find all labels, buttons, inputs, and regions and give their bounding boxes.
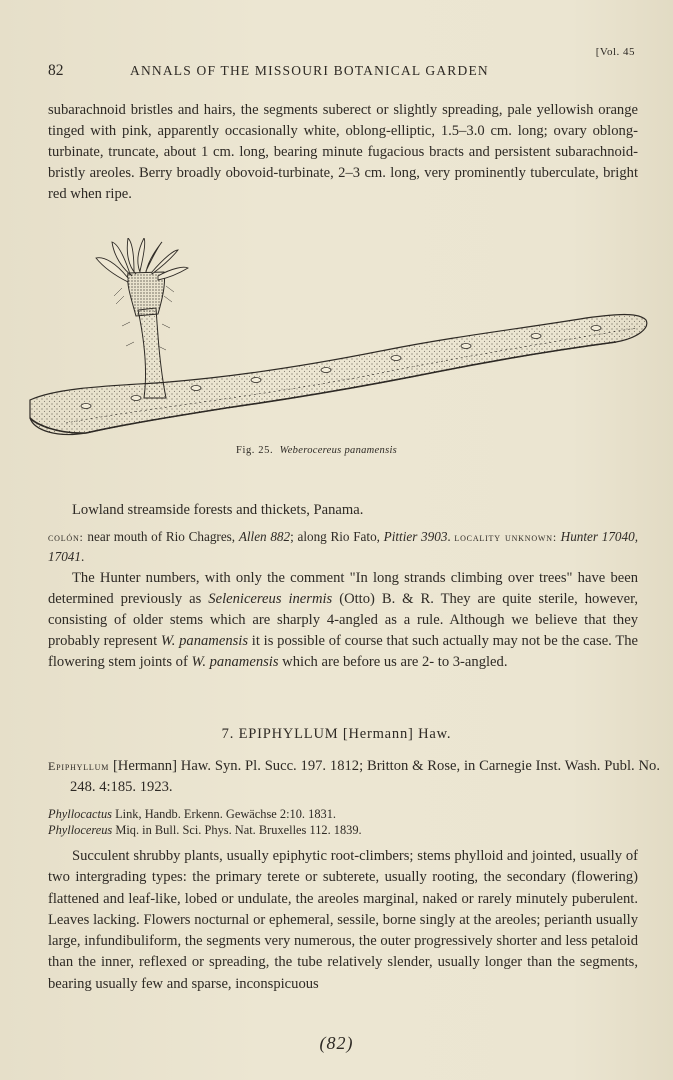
discussion-text: which are before us are 2- to 3-angled. [278,654,508,670]
description-paragraph: subarachnoid bristles and hairs, the segments suberect or slightly spreading, pale yellowish orange tinged with pink, apparently occasionally white, oblong-elliptic, 1.5–3.0 cm. long; ovary oblong-turbinate, truncate, about 1 cm. long, bearing minute fugacious bracts and persistent subarachnoid-bristly areoles. Berry broadly obovoid-turbinate, 2–3 cm. long, very prominently tuberculate, bright red when ripe. [48,102,638,202]
stem-illustration [26,238,651,443]
figure-label: Fig. 25. [236,445,274,456]
genus-name: Epiphyllum [48,759,110,773]
discussion-text: The Hunter numbers, with only the comment "In long strands climbing over trees" have been determined previously as [48,570,638,607]
colon-label: colón: [48,530,84,544]
localities-text: ; along Rio Fato, [290,529,384,544]
specimen-allen: Allen 882 [238,529,291,544]
page-number: 82 [48,62,64,79]
discussion-paragraph [48,568,638,673]
genus-reference [48,756,660,798]
discussion-text: (Otto) B. & R. They are quite sterile, however, consisting of older stems which are sharply 4-angled as a rule. Although we believe that they probably represent [48,591,639,649]
synonym-name: Phyllocactus [48,807,112,821]
localities-text: . [447,529,455,544]
footer-page-number: (82) [319,1033,354,1053]
genus-description: Succulent shrubby plants, usually epiphytic root-climbers; stems phylloid and jointed, usually of two intergrading types: the primary terete or subterete, usually rooting, the secondary (flowering) flattened and leaf-like, lobed or undulate, the areoles marginal, naked or rarely minutely puberulent. Leaves lacking. Flowers nocturnal or ephemeral, sessile, borne singly at the areoles; perianth usually large, infundibuliform, the segments very numerous, the outer progressively shorter and less petaloid than the inner, reflexed or spreading, the tube relatively slender, usually longer than the segments, bearing usually few and sparse, inconspicuous [48,848,638,992]
volume-label: [Vol. 45 [595,46,635,58]
habitat-paragraph: Lowland streamside forests and thickets, Panama. [72,502,364,518]
synonym-name: Phyllocereus [48,823,113,837]
figure-caption [236,445,397,456]
page-header [48,62,635,82]
reference-text: [Hermann] Haw. Syn. Pl. Succ. 197. 1812; Britton & Rose, in Carnegie Inst. Wash. Publ. No. 248. 4:185. 1923. [70,758,660,795]
genus-heading: 7. EPIPHYLLUM [Hermann] Haw. [221,726,452,742]
unknown-label: locality unknown: [454,530,557,544]
synonym-item [48,806,638,822]
synonym-citation: Miq. in Bull. Sci. Phys. Nat. Bruxelles 112. 1839. [112,823,362,837]
synonym-list [48,806,638,838]
running-title: ANNALS OF THE MISSOURI BOTANICAL GARDEN [130,63,489,78]
taxon-name: W. panamensis [191,654,279,670]
taxon-name: W. panamensis [160,633,249,649]
synonym-item [48,822,638,838]
localities-text: near mouth of Rio Chagres, [83,529,239,544]
taxon-name: Selenicereus inermis [208,591,333,607]
localities-text: . [80,549,85,564]
figure-species: Weberocereus panamensis [279,445,398,456]
specimen-hunter: Hunter 17040, 17041 [48,529,638,564]
localities-paragraph [48,527,638,567]
synonym-citation: Link, Handb. Erkenn. Gewächse 2:10. 1831. [112,807,337,821]
specimen-pittier: Pittier 3903 [383,529,448,544]
discussion-text: it is possible of course that such actually may not be the case. The flowering stem joints of [48,633,639,670]
